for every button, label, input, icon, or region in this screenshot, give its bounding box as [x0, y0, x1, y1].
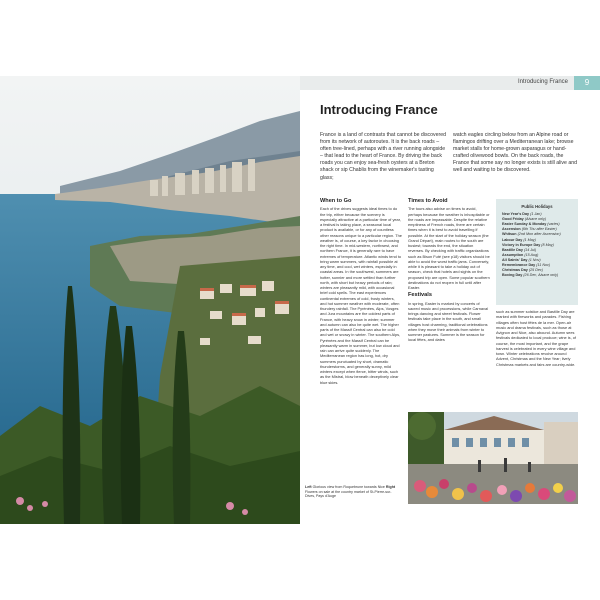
holiday-item: New Year's Day (1 Jan)	[502, 212, 542, 217]
holiday-item: Easter Sunday & Monday (varies)	[502, 222, 560, 227]
column-when-to-go	[320, 199, 402, 385]
book-spread	[0, 76, 600, 524]
intro-right: watch eagles circling below from an Alpine road or flamingos drifting over a Mediterranean lake; browse market stalls for home-grown asparagus or hand-crafted olivewood bowls. On the back roads, the France that some say no longer exists is still alive and well and waiting to be discovered.	[453, 132, 577, 174]
public-holidays-list	[496, 212, 578, 278]
public-holidays-box	[496, 199, 578, 305]
public-holidays-title: Public Holidays	[521, 204, 553, 209]
coastline-photo	[0, 76, 300, 524]
page-title: Introducing France	[320, 102, 438, 117]
text-when-to-go: Each of the drives suggests ideal times to do the trip, either because the scenery is especially attractive at a particular time of year, a festival is taking place, a seasonal local product is available, or for any of countless other reasons unique to a particular region. The weather is, of course, a key factor in choosing the right time. In mid-western, northwest, and northern France, it is generally rare to have extremes of temperature. Atlantic winds tend to bring warm summers, with rainfall possible at any time, and cool, wet winters, especially in coastal areas. In the southwest, summers are hotter, sunnier and more settled than further north, with short but heavy periods of rain; winters are pleasantly mild, with occasional brief cold spells. The east experiences continental extremes of cold, frosty winters, and hot summer weather with moderate, often thundery rainfall. The Pyrénées, Alps, Vosges and Jura mountains are the coldest parts of France, with heavy snow in winter; summer and autumn can also be quite wet. The higher parts of the Massif Central can also be cold and wet or snowy in winter. The southern Alps, Pyrénées and the Massif Central can be pleasantly warm in summer, but low cloud and rain can arrive quite suddenly. The Mediterranean region has long, hot, dry summers punctuated by short, dramatic thunderstorms, and generally sunny, mild winters except when fierce, bitter winds, such as the Mistral, blow beneath deceptively clear blue skies.	[320, 206, 402, 385]
page-number: 9	[574, 76, 600, 90]
heading-when-to-go: When to Go	[320, 198, 352, 204]
holiday-item: Boxing Day (26 Dec, Alsace only)	[502, 273, 559, 278]
caption-left-text: Glorious view from Roquebrune towards Nice	[312, 485, 385, 489]
holiday-item: Victory in Europe Day (8 May)	[502, 242, 554, 247]
caption-right-text: Flowers on sale at the country market of St-Pierre-sur-Dives, Pays d'Auge	[305, 489, 392, 499]
text-festivals: In spring, Easter is marked by concerts of sacred music and processions, while Carnaval brings dancing and street festivals. Flower festivals take place in the south, and small villages host charming, traditional celebrations when they move their animals from winter to summer pastures. Summer is the season for local fêtes, and dates	[408, 300, 489, 343]
holiday-item: Good Friday (Alsace only)	[502, 217, 547, 222]
intro-left: France is a land of contrasts that cannot be discovered from its network of autoroutes. It is the back roads – often tree-lined, perhaps with a river running alongside – that lead to the heart of France. By driving the back roads you can enjoy sea-fresh oysters at a Breton shack or sip Chablis from the winemaker's tasting glass;	[320, 132, 447, 181]
right-page	[300, 76, 600, 524]
market-photo	[408, 412, 578, 504]
text-times-to-avoid: The tours also advise on times to avoid, perhaps because the weather is inhospitable or the roads are impassable. Despite the relative emptiness of French roads, there are certain times when it is best to avoid travelling if possible. At the start of the holiday season (the Grand Départ), main routes to the south are busiest; towards the end, the situation reverses. By checking with traffic organizations such as Bison Futé (see p18) visitors should be able to avoid the worst traffic jams. Conversely, while it is pleasant to take a holiday out of season, check that hotels and sights on the proposed trip are open. Some popular southern destinations do not reopen in full until after Easter.	[408, 206, 490, 290]
holiday-item: Bastille Day (14 Jul)	[502, 247, 537, 252]
holiday-item: Christmas Day (25 Dec)	[502, 268, 543, 273]
holiday-item: Remembrance Day (11 Nov)	[502, 263, 551, 268]
holiday-item: All Saints' Day (1 Nov)	[502, 257, 541, 262]
text-festivals-continued: such as summer solstice and Bastille Day are marked with fireworks and parades. Fishing villages often host fêtes de la mer. Open-air music and drama festivals, such as those at Avignon and Nice, also abound. Autumn sees festivals dedicated to local produce; wine is, of course, the most important, and the grape harvest is celebrated in every wine village and town. Winter celebrations revolve around Advent, Christmas and the New Year; lively Christmas markets and fairs are country-wide.	[496, 309, 577, 367]
caption-left-label: Left	[305, 485, 312, 489]
holiday-item: Whitsun (2nd Mon after Ascension)	[502, 232, 561, 237]
column-times-to-avoid	[408, 199, 490, 343]
holiday-item: Ascension (6th Thu after Easter)	[502, 227, 557, 232]
holiday-item: Assumption (15 Aug)	[502, 252, 539, 257]
caption-right-label: Right	[385, 485, 396, 489]
heading-festivals: Festivals	[408, 292, 432, 299]
heading-times-to-avoid: Times to Avoid	[408, 198, 448, 204]
photo-caption	[305, 485, 397, 499]
running-head: Introducing France	[517, 79, 568, 85]
holiday-item: Labour Day (1 May)	[502, 237, 536, 242]
